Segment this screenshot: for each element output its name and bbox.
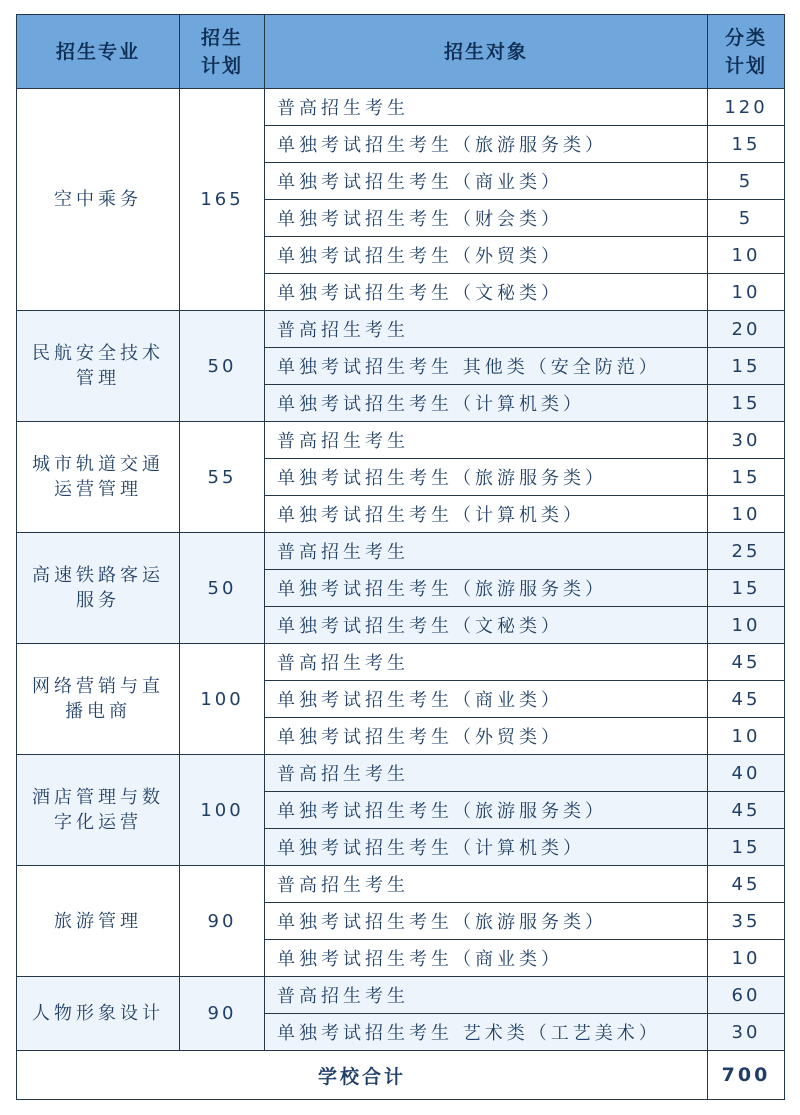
- major-group: [17, 866, 785, 977]
- sub-plan-count: 40: [708, 755, 785, 792]
- sub-plan-count: 15: [708, 126, 785, 163]
- sub-plan-count: 15: [708, 348, 785, 385]
- major-plan: 100: [180, 755, 265, 866]
- major-plan: 165: [180, 89, 265, 311]
- major-plan: 55: [180, 422, 265, 533]
- major-name: 人物形象设计: [17, 977, 180, 1051]
- table-row: [17, 422, 785, 459]
- sub-plan-count: 45: [708, 681, 785, 718]
- sub-plan-count: 10: [708, 237, 785, 274]
- sub-plan-count: 5: [708, 200, 785, 237]
- header-plan: [180, 15, 265, 89]
- major-group: [17, 533, 785, 644]
- sub-plan-count: 10: [708, 496, 785, 533]
- major-name: 城市轨道交通运营管理: [17, 422, 180, 533]
- table-footer: [17, 1051, 785, 1100]
- table-row: [17, 977, 785, 1014]
- major-plan: 90: [180, 977, 265, 1051]
- table-row: [17, 533, 785, 570]
- enrollment-target: 普高招生考生: [265, 533, 708, 570]
- enrollment-target: 单独考试招生考生（外贸类）: [265, 718, 708, 755]
- enrollment-target: 单独考试招生考生（旅游服务类）: [265, 903, 708, 940]
- enrollment-target: 单独考试招生考生（计算机类）: [265, 829, 708, 866]
- enrollment-target: 普高招生考生: [265, 977, 708, 1014]
- header-target: 招生对象: [265, 15, 708, 89]
- sub-plan-count: 15: [708, 829, 785, 866]
- sub-plan-count: 15: [708, 570, 785, 607]
- sub-plan-count: 15: [708, 459, 785, 496]
- enrollment-plan-table-wrapper: [16, 14, 784, 1100]
- major-name: 网络营销与直播电商: [17, 644, 180, 755]
- header-plan-line1: 招生: [200, 26, 243, 49]
- table-row: [17, 89, 785, 126]
- sub-plan-count: 30: [708, 422, 785, 459]
- major-plan: 50: [180, 311, 265, 422]
- major-name: 酒店管理与数字化运营: [17, 755, 180, 866]
- enrollment-plan-table: [16, 14, 785, 1100]
- header-sub-line2: 计划: [724, 54, 767, 77]
- sub-plan-count: 60: [708, 977, 785, 1014]
- header-plan-line2: 计划: [200, 54, 243, 77]
- enrollment-target: 单独考试招生考生（旅游服务类）: [265, 459, 708, 496]
- major-group: [17, 89, 785, 311]
- enrollment-target: 普高招生考生: [265, 866, 708, 903]
- enrollment-target: 普高招生考生: [265, 644, 708, 681]
- major-name: 民航安全技术管理: [17, 311, 180, 422]
- total-row: [17, 1051, 785, 1100]
- enrollment-target: 单独考试招生考生（计算机类）: [265, 496, 708, 533]
- table-header: [17, 15, 785, 89]
- sub-plan-count: 45: [708, 792, 785, 829]
- table-row: [17, 866, 785, 903]
- enrollment-target: 单独考试招生考生（旅游服务类）: [265, 570, 708, 607]
- enrollment-target: 单独考试招生考生（财会类）: [265, 200, 708, 237]
- major-group: [17, 755, 785, 866]
- enrollment-target: 单独考试招生考生（旅游服务类）: [265, 126, 708, 163]
- major-group: [17, 977, 785, 1051]
- major-name: 旅游管理: [17, 866, 180, 977]
- sub-plan-count: 15: [708, 385, 785, 422]
- sub-plan-count: 10: [708, 718, 785, 755]
- sub-plan-count: 45: [708, 644, 785, 681]
- major-group: [17, 311, 785, 422]
- enrollment-target: 单独考试招生考生（旅游服务类）: [265, 792, 708, 829]
- major-name: 高速铁路客运服务: [17, 533, 180, 644]
- major-plan: 100: [180, 644, 265, 755]
- total-value: 700: [708, 1051, 785, 1100]
- sub-plan-count: 5: [708, 163, 785, 200]
- enrollment-target: 单独考试招生考生（商业类）: [265, 163, 708, 200]
- major-plan: 90: [180, 866, 265, 977]
- enrollment-target: 单独考试招生考生（文秘类）: [265, 607, 708, 644]
- table-row: [17, 755, 785, 792]
- header-sub-line1: 分类: [724, 26, 767, 49]
- table-row: [17, 644, 785, 681]
- major-name: 空中乘务: [17, 89, 180, 311]
- sub-plan-count: 25: [708, 533, 785, 570]
- enrollment-target: 单独考试招生考生（文秘类）: [265, 274, 708, 311]
- enrollment-target: 单独考试招生考生（外贸类）: [265, 237, 708, 274]
- enrollment-target: 单独考试招生考生（计算机类）: [265, 385, 708, 422]
- enrollment-target: 单独考试招生考生（商业类）: [265, 940, 708, 977]
- enrollment-target: 单独考试招生考生 艺术类（工艺美术）: [265, 1014, 708, 1051]
- sub-plan-count: 45: [708, 866, 785, 903]
- sub-plan-count: 10: [708, 607, 785, 644]
- enrollment-target: 普高招生考生: [265, 755, 708, 792]
- enrollment-target: 单独考试招生考生 其他类（安全防范）: [265, 348, 708, 385]
- enrollment-target: 普高招生考生: [265, 89, 708, 126]
- sub-plan-count: 10: [708, 274, 785, 311]
- enrollment-target: 普高招生考生: [265, 311, 708, 348]
- sub-plan-count: 35: [708, 903, 785, 940]
- major-group: [17, 644, 785, 755]
- sub-plan-count: 20: [708, 311, 785, 348]
- sub-plan-count: 30: [708, 1014, 785, 1051]
- sub-plan-count: 120: [708, 89, 785, 126]
- major-group: [17, 422, 785, 533]
- sub-plan-count: 10: [708, 940, 785, 977]
- header-row: [17, 15, 785, 89]
- major-plan: 50: [180, 533, 265, 644]
- header-sub-plan: [708, 15, 785, 89]
- header-major: 招生专业: [17, 15, 180, 89]
- table-row: [17, 311, 785, 348]
- enrollment-target: 单独考试招生考生（商业类）: [265, 681, 708, 718]
- total-label: 学校合计: [17, 1051, 708, 1100]
- enrollment-target: 普高招生考生: [265, 422, 708, 459]
